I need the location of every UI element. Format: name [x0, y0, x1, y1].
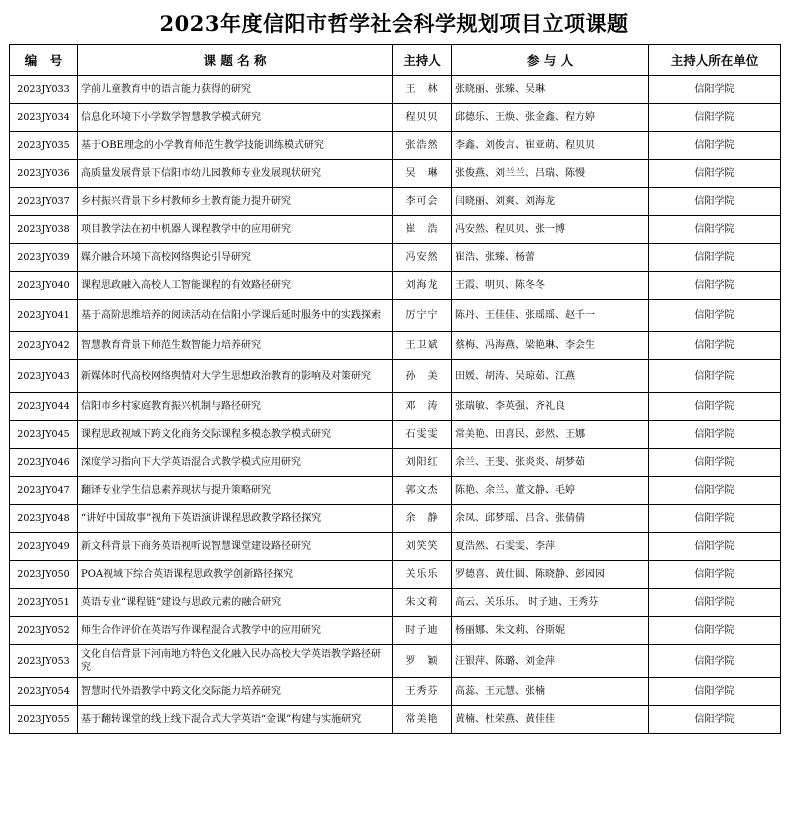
- cell-topic: 基于OBE理念的小学教育师范生教学技能训练模式研究: [78, 132, 393, 160]
- table-row: [10, 272, 781, 300]
- cell-participants: 张俊燕、刘兰兰、吕瑞、陈慢: [452, 160, 649, 188]
- cell-unit: 信阳学院: [649, 678, 781, 706]
- cell-participants: 蔡梅、冯海燕、梁艳琳、李会生: [452, 332, 649, 360]
- cell-topic: 深度学习指向下大学英语混合式教学模式应用研究: [78, 449, 393, 477]
- cell-code: 2023JY043: [10, 360, 78, 393]
- cell-unit: 信阳学院: [649, 332, 781, 360]
- cell-host: 崔 浩: [393, 216, 452, 244]
- cell-participants: 汪银萍、陈璐、刘金萍: [452, 645, 649, 678]
- table-row: [10, 533, 781, 561]
- cell-participants: 高蕊、王元慧、张楠: [452, 678, 649, 706]
- cell-unit: 信阳学院: [649, 104, 781, 132]
- cell-code: 2023JY037: [10, 188, 78, 216]
- cell-host: 程贝贝: [393, 104, 452, 132]
- cell-host: 罗 颖: [393, 645, 452, 678]
- cell-host: 王卫斌: [393, 332, 452, 360]
- cell-code: 2023JY053: [10, 645, 78, 678]
- cell-topic: 课程思政视域下跨文化商务交际课程多模态教学模式研究: [78, 421, 393, 449]
- table-row: [10, 104, 781, 132]
- cell-participants: 高云、关乐乐、 时子迪、王秀芬: [452, 589, 649, 617]
- cell-topic: 智慧教育背景下师范生数智能力培养研究: [78, 332, 393, 360]
- cell-participants: 余凤、邱梦瑶、吕含、张倩倩: [452, 505, 649, 533]
- cell-code: 2023JY052: [10, 617, 78, 645]
- cell-code: 2023JY042: [10, 332, 78, 360]
- cell-host: 郭文杰: [393, 477, 452, 505]
- table-row: [10, 589, 781, 617]
- cell-unit: 信阳学院: [649, 421, 781, 449]
- cell-topic: 翻译专业学生信息素养现状与提升策略研究: [78, 477, 393, 505]
- project-table: [9, 44, 781, 734]
- cell-host: 余 静: [393, 505, 452, 533]
- cell-topic: 项目教学法在初中机器人课程教学中的应用研究: [78, 216, 393, 244]
- cell-host: 刘阳红: [393, 449, 452, 477]
- cell-unit: 信阳学院: [649, 617, 781, 645]
- cell-code: 2023JY045: [10, 421, 78, 449]
- cell-host: 刘笑笑: [393, 533, 452, 561]
- cell-code: 2023JY039: [10, 244, 78, 272]
- header-host: 主持人: [393, 45, 452, 76]
- cell-unit: 信阳学院: [649, 76, 781, 104]
- cell-unit: 信阳学院: [649, 505, 781, 533]
- table-row: [10, 76, 781, 104]
- cell-code: 2023JY046: [10, 449, 78, 477]
- table-row: [10, 300, 781, 332]
- cell-code: 2023JY047: [10, 477, 78, 505]
- cell-topic: 学前儿童教育中的语言能力获得的研究: [78, 76, 393, 104]
- cell-participants: 陈丹、王佳佳、张瑶瑶、赵千一: [452, 300, 649, 332]
- cell-code: 2023JY048: [10, 505, 78, 533]
- cell-code: 2023JY044: [10, 393, 78, 421]
- cell-topic: 信息化环境下小学数学智慧教学模式研究: [78, 104, 393, 132]
- cell-topic: 新文科背景下商务英语视听说智慧课堂建设路径研究: [78, 533, 393, 561]
- cell-topic: POA视域下综合英语课程思政教学创新路径探究: [78, 561, 393, 589]
- cell-participants: 陈艳、余兰、董文静、毛婷: [452, 477, 649, 505]
- cell-participants: 张晓丽、张臻、吴琳: [452, 76, 649, 104]
- header-unit: 主持人所在单位: [649, 45, 781, 76]
- cell-code: 2023JY054: [10, 678, 78, 706]
- header-participants: 参 与 人: [452, 45, 649, 76]
- cell-unit: 信阳学院: [649, 132, 781, 160]
- table-row: [10, 360, 781, 393]
- table-row: [10, 244, 781, 272]
- cell-unit: 信阳学院: [649, 589, 781, 617]
- table-row: [10, 332, 781, 360]
- cell-topic: 智慧时代外语教学中跨文化交际能力培养研究: [78, 678, 393, 706]
- table-row: [10, 678, 781, 706]
- cell-participants: 罗德喜、黄仕圆、陈晓静、彭园园: [452, 561, 649, 589]
- cell-host: 王秀芬: [393, 678, 452, 706]
- cell-participants: 夏浩然、石雯雯、李萍: [452, 533, 649, 561]
- cell-code: 2023JY035: [10, 132, 78, 160]
- cell-host: 朱文莉: [393, 589, 452, 617]
- cell-unit: 信阳学院: [649, 188, 781, 216]
- cell-participants: 崔浩、张臻、杨蕾: [452, 244, 649, 272]
- cell-host: 厉宁宁: [393, 300, 452, 332]
- cell-participants: 田媛、胡涛、吴琼茹、江燕: [452, 360, 649, 393]
- header-code: 编 号: [10, 45, 78, 76]
- table-row: [10, 706, 781, 734]
- cell-participants: 闫晓丽、刘爽、刘海龙: [452, 188, 649, 216]
- cell-code: 2023JY041: [10, 300, 78, 332]
- cell-participants: 邱德乐、王焕、张金鑫、程方婷: [452, 104, 649, 132]
- cell-participants: 常美艳、田喜民、彭然、王娜: [452, 421, 649, 449]
- cell-host: 吴 琳: [393, 160, 452, 188]
- cell-topic: 基于高阶思维培养的阅读活动在信阳小学课后延时服务中的实践探索: [78, 300, 393, 332]
- cell-host: 王 林: [393, 76, 452, 104]
- cell-participants: 黄楠、杜荣燕、黄佳佳: [452, 706, 649, 734]
- table-row: [10, 393, 781, 421]
- cell-code: 2023JY040: [10, 272, 78, 300]
- cell-host: 李可会: [393, 188, 452, 216]
- cell-host: 邓 涛: [393, 393, 452, 421]
- cell-code: 2023JY036: [10, 160, 78, 188]
- document-title: 2023年度信阳市哲学社会科学规划项目立项课题: [159, 11, 629, 36]
- cell-participants: 杨丽娜、朱文莉、谷斯妮: [452, 617, 649, 645]
- cell-participants: 冯安然、程贝贝、张一博: [452, 216, 649, 244]
- cell-unit: 信阳学院: [649, 645, 781, 678]
- cell-unit: 信阳学院: [649, 561, 781, 589]
- table-body: [10, 76, 781, 734]
- cell-code: 2023JY050: [10, 561, 78, 589]
- cell-unit: 信阳学院: [649, 477, 781, 505]
- cell-code: 2023JY033: [10, 76, 78, 104]
- table-header-row: [10, 45, 781, 76]
- cell-host: 张浩然: [393, 132, 452, 160]
- table-row: [10, 216, 781, 244]
- cell-host: 孙 美: [393, 360, 452, 393]
- table-row: [10, 477, 781, 505]
- header-topic: 课 题 名 称: [78, 45, 393, 76]
- cell-unit: 信阳学院: [649, 272, 781, 300]
- cell-topic: “讲好中国故事”视角下英语演讲课程思政教学路径探究: [78, 505, 393, 533]
- cell-code: 2023JY034: [10, 104, 78, 132]
- cell-code: 2023JY049: [10, 533, 78, 561]
- cell-topic: 新媒体时代高校网络舆情对大学生思想政治教育的影响及对策研究: [78, 360, 393, 393]
- cell-topic: 课程思政融入高校人工智能课程的有效路径研究: [78, 272, 393, 300]
- cell-code: 2023JY051: [10, 589, 78, 617]
- cell-participants: 王霞、明贝、陈冬冬: [452, 272, 649, 300]
- table-row: [10, 188, 781, 216]
- cell-code: 2023JY038: [10, 216, 78, 244]
- cell-topic: 媒介融合环境下高校网络舆论引导研究: [78, 244, 393, 272]
- cell-topic: 师生合作评价在英语写作课程混合式教学中的应用研究: [78, 617, 393, 645]
- cell-topic: 信阳市乡村家庭教育振兴机制与路径研究: [78, 393, 393, 421]
- cell-unit: 信阳学院: [649, 533, 781, 561]
- cell-unit: 信阳学院: [649, 706, 781, 734]
- table-row: [10, 617, 781, 645]
- cell-host: 刘海龙: [393, 272, 452, 300]
- table-row: [10, 132, 781, 160]
- cell-code: 2023JY055: [10, 706, 78, 734]
- cell-topic: 英语专业“课程链”建设与思政元素的融合研究: [78, 589, 393, 617]
- table-row: [10, 421, 781, 449]
- cell-unit: 信阳学院: [649, 449, 781, 477]
- cell-host: 关乐乐: [393, 561, 452, 589]
- cell-participants: 余兰、王斐、张炎炎、胡梦茹: [452, 449, 649, 477]
- cell-unit: 信阳学院: [649, 160, 781, 188]
- cell-host: 石雯雯: [393, 421, 452, 449]
- cell-unit: 信阳学院: [649, 244, 781, 272]
- cell-host: 时子迪: [393, 617, 452, 645]
- cell-participants: 张瑞敏、李英强、齐礼良: [452, 393, 649, 421]
- cell-topic: 基于翻转课堂的线上线下混合式大学英语“金课”构建与实施研究: [78, 706, 393, 734]
- cell-topic: 文化自信背景下河南地方特色文化融入民办高校大学英语教学路径研究: [78, 645, 393, 678]
- table-row: [10, 645, 781, 678]
- cell-participants: 李鑫、刘俊言、崔亚萌、程贝贝: [452, 132, 649, 160]
- table-row: [10, 449, 781, 477]
- table-row: [10, 160, 781, 188]
- table-row: [10, 561, 781, 589]
- cell-unit: 信阳学院: [649, 216, 781, 244]
- cell-topic: 高质量发展背景下信阳市幼儿园教师专业发展现状研究: [78, 160, 393, 188]
- cell-host: 冯安然: [393, 244, 452, 272]
- cell-host: 常美艳: [393, 706, 452, 734]
- cell-unit: 信阳学院: [649, 360, 781, 393]
- cell-unit: 信阳学院: [649, 300, 781, 332]
- cell-topic: 乡村振兴背景下乡村教师乡土教育能力提升研究: [78, 188, 393, 216]
- cell-unit: 信阳学院: [649, 393, 781, 421]
- table-row: [10, 505, 781, 533]
